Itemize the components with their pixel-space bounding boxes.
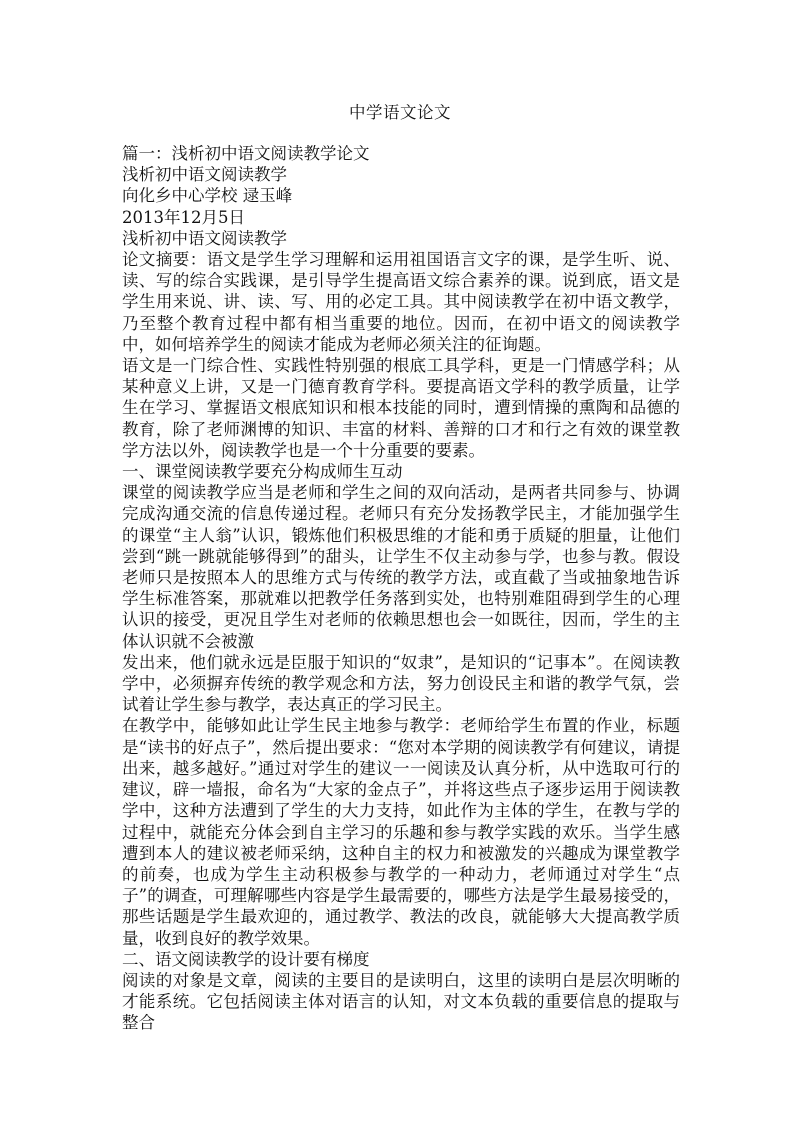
body-paragraph: 语文是一门综合性、实践性特别强的根底工具学科，更是一门情感学科；从某种意义上讲，又是一门德育教育学科。要提高语文学科的教学质量，让学生在学习、掌握语文根底知识和根本技能的同时，遭到情操的熏陶和品德的教育，除了老师渊博的知识、丰富的材料、善辩的口才和行之有效的课堂教学方法以外，阅读教学也是一个十分重要的要素。 [122,356,680,460]
body-paragraph: 发出来，他们就永远是臣服于知识的“奴隶”，是知识的“记事本”。在阅读教学中，必须摒弃传统的教学观念和方法，努力创设民主和谐的教学气氛，尝试着让学生参与教学，表达真正的学习民主。 [122,652,680,715]
abstract-paragraph: 论文摘要：语文是学生学习理解和运用祖国语言文字的课，是学生听、说、读、写的综合实践课，是引导学生提高语文综合素养的课。说到底，语文是学生用来说、讲、读、写、用的必定工具。其中阅读教学在初中语文教学，乃至整个教育过程中都有相当重要的地位。因而，在初中语文的阅读教学中，如何培养学生的阅读才能成为老师必须关注的征询题。 [122,250,680,354]
section-heading: 二、语文阅读教学的设计要有梯度 [122,949,370,969]
document-title: 中学语文论文 [349,103,451,122]
article-heading: 篇一：浅析初中语文阅读教学论文 [122,144,370,163]
article-subtitle: 浅析初中语文阅读教学 [122,165,287,185]
body-paragraph: 阅读的对象是文章，阅读的主要目的是读明白，这里的读明白是层次明晰的才能系统。它包括阅读主体对语言的认知，对文本负载的重要信息的提取与整合 [122,970,680,1033]
date-line: 2013年12月5日 [122,207,245,227]
body-paragraph: 在教学中，能够如此让学生民主地参与教学：老师给学生布置的作业，标题是“读书的好点子”，然后提出要求：“您对本学期的阅读教学有何建议，请提出来，越多越好。”通过对学生的建议一一阅读及认真分析，从中选取可行的建议，辟一墙报，命名为“大家的金点子”，并将这些点子逐步运用于阅读教学中，这种方法遭到了学生的大力支持，如此作为主体的学生，在教与学的过程中，就能充分体会到自主学习的乐趣和参与教学实践的欢乐。当学生感遭到本人的建议被老师采纳，这种自主的权力和被激发的兴趣成为课堂教学的前奏，也成为学生主动积极参与教学的一种动力，老师通过对学生“点子”的调查，可理解哪些内容是学生最需要的，哪些方法是学生最易接受的，那些话题是学生最欢迎的，通过教学、教法的改良，就能够大大提高教学质量，收到良好的教学效果。 [122,716,680,948]
body-paragraph: 课堂的阅读教学应当是老师和学生之间的双向活动，是两者共同参与、协调完成沟通交流的信息传递过程。老师只有充分发扬教学民主，才能加强学生的课堂“主人翁”认识，锻炼他们积极思维的才能和勇于质疑的胆量，让他们尝到“跳一跳就能够得到”的甜头，让学生不仅主动参与学，也参与教。假设老师只是按照本人的思维方式与传统的教学方法，或直截了当或抽象地告诉学生标准答案，那就难以把教学任务落到实处，也特别难阻碍到学生的心理认识的接受，更况且学生对老师的依赖思想也会一如既往，因而，学生的主体认识就不会被激 [122,483,680,651]
author-line: 向化乡中心学校 逯玉峰 [122,186,293,206]
document-body [122,143,680,1034]
section-heading: 一、课堂阅读教学要充分构成师生互动 [122,462,403,482]
article-title-repeat: 浅析初中语文阅读教学 [122,228,287,248]
